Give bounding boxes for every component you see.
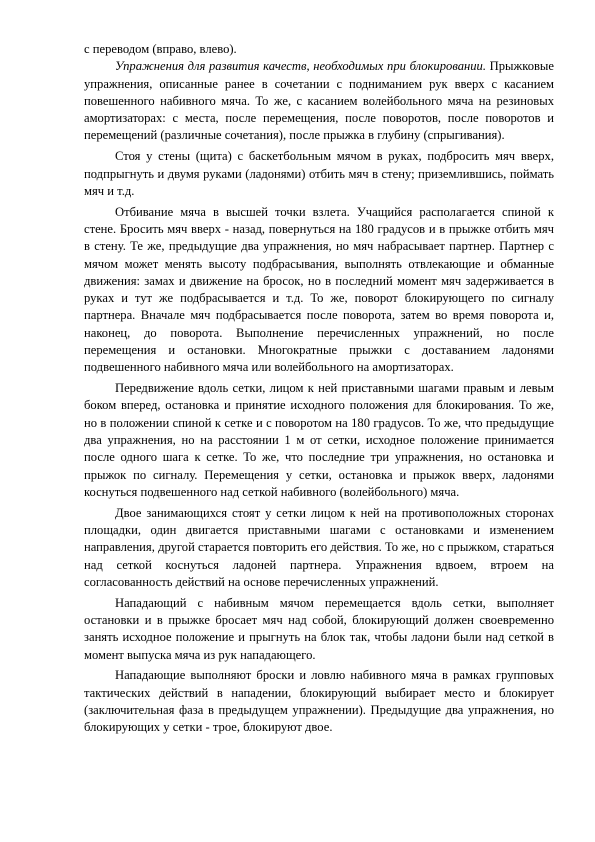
paragraph-text: Прыжковые упражнения, описанные ранее в сочетании с подниманием рук вверх с касанием повешенного набивного мяча. То же, с касанием волейбольного мяча на резиновых амортизаторах: с места, после перемещения, после поворотов, после поворотов и перемещений (различные сочетания), после прыжка в глубину (спрыгивания). bbox=[84, 59, 554, 143]
paragraph-4 bbox=[84, 204, 554, 377]
paragraph-text: Передвижение вдоль сетки, лицом к ней приставными шагами правым и левым боком вперед, остановка и принятие исходного положения для блокирования. То же, но в положении спиной к сетке и с поворотом на 180 градусов. То же, что предыдущие два упражнения, но на расстоянии 1 м от сетки, исходное положение принимается после одного шага к сетке. То же, что последние три упражнения, но остановка и прыжок по сигналу. Перемещения у сетки, остановка и прыжок вверх, ладонями коснуться подвешенного над сеткой набивного (волейбольного) мяча. bbox=[84, 381, 554, 499]
paragraph-text: Стоя у стены (щита) с баскетбольным мячом в руках, подбросить мяч вверх, подпрыгнуть и двумя руками (ладонями) отбить мяч в стену; приземлившись, поймать мяч и т.д. bbox=[84, 149, 554, 198]
paragraph-text: с переводом (вправо, влево). bbox=[84, 42, 237, 56]
paragraph-text: Двое занимающихся стоят у сетки лицом к ней на противоположных сторонах площадки, один двигается приставными шагами с остановками и изменением направления, другой старается повторить его действия. То же, но с прыжком, стараться над сеткой коснуться ладоней партнера. Упражнения вдвоем, втроем на согласованность действий на основе перечисленных упражнений. bbox=[84, 505, 554, 589]
paragraph-7 bbox=[84, 595, 554, 664]
paragraph-text: Отбивание мяча в высшей точки взлета. Учащийся располагается спиной к стене. Бросить мяч вверх - назад, повернуться на 180 градусов и в прыжке отбить мяч в стену. Те же, предыдущие два упражнения, но мяч набрасывает партнер. Партнер с мячом может менять высоту подбрасывания, выполнять отвлекающие и обманные движения: замах и движение на бросок, но в последний момент мяч задерживается в руках и тут же подбрасывается и т.д. То же, поворот блокирующего по сигналу партнера. Вначале мяч подбрасывается после поворота, затем во время поворота и, наконец, до поворота. Выполнение перечисленных упражнений, но после перемещения и остановки. Многократные прыжки с доставанием ладонями подвешенного набивного мяча или волейбольного на амортизаторах. bbox=[84, 204, 554, 375]
paragraph-3 bbox=[84, 148, 554, 200]
paragraph-2 bbox=[84, 58, 554, 144]
section-heading: Упражнения для развития качеств, необходимых при блокировании. bbox=[115, 59, 486, 74]
paragraph-8 bbox=[84, 667, 554, 736]
paragraph-1 bbox=[84, 41, 554, 58]
paragraph-text: Нападающий с набивным мячом перемещается вдоль сетки, выполняет остановки и в прыжке бросает мяч над собой, блокирующий должен своевременно занять исходное положение и прыгнуть на блок так, чтобы ладони были над сеткой в момент выпуска мяча из рук нападающего. bbox=[84, 595, 554, 662]
paragraph-text: Нападающие выполняют броски и ловлю набивного мяча в рамках групповых тактических действий в нападении, блокирующий выбирает место и блокирует (заключительная фаза в предыдущем упражнении). Предыдущие два упражнения, но блокирующих у сетки - трое, блокируют двое. bbox=[84, 668, 554, 735]
paragraph-6 bbox=[84, 505, 554, 591]
document-page bbox=[84, 41, 554, 737]
paragraph-5 bbox=[84, 380, 554, 501]
